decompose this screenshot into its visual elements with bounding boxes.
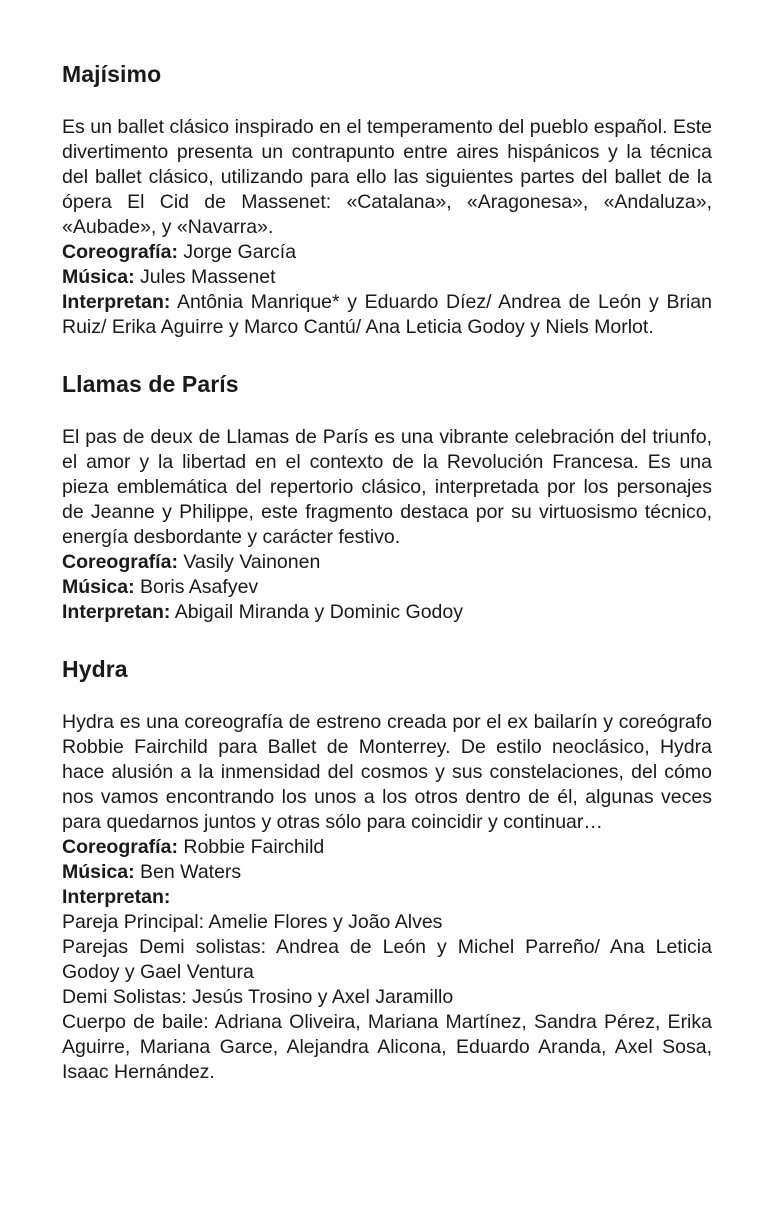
choreography-value: Vasily Vainonen [177, 551, 321, 573]
choreography-credit [62, 550, 712, 575]
choreography-credit [62, 240, 712, 265]
choreography-value: Robbie Fairchild [177, 836, 325, 858]
section-majisimo [62, 58, 712, 340]
performers-value: Antônia Manrique* y Eduardo Díez/ Andrea de León y Brian Ruiz/ Erika Aguirre y Marco Cantú/ Ana Leticia Godoy y Niels Morlot. [62, 291, 712, 338]
choreography-label: Coreografía: [62, 241, 178, 263]
music-value: Jules Massenet [134, 266, 276, 288]
performers-credit [62, 290, 712, 340]
music-value: Ben Waters [134, 861, 242, 883]
cast-line-corps-de-ballet: Cuerpo de baile: Adriana Oliveira, Mariana Martínez, Sandra Pérez, Erika Aguirre, Mariana Garce, Alejandra Alicona, Eduardo Aranda, Axel Sosa, Isaac Hernández. [62, 1011, 712, 1083]
section-description: Hydra es una coreografía de estreno creada por el ex bailarín y coreógrafo Robbie Fairchild para Ballet de Monterrey. De estilo neoclásico, Hydra hace alusión a la inmensidad del cosmos y sus constelaciones, del cómo nos vamos encontrando los unos a los otros dentro de él, algunas veces para quedarnos juntos y otras sólo para coincidir y continuar… [62, 711, 712, 833]
music-value: Boris Asafyev [134, 576, 259, 598]
music-label: Música: [62, 576, 135, 598]
choreography-label: Coreografía: [62, 551, 178, 573]
performers-credit [62, 600, 712, 625]
performers-credit [62, 885, 712, 910]
performers-label: Interpretan: [62, 886, 171, 908]
section-description: El pas de deux de Llamas de París es una vibrante celebración del triunfo, el amor y la libertad en el contexto de la Revolución Francesa. Es una pieza emblemática del repertorio clásico, interpretada por los personajes de Jeanne y Philippe, este fragmento destaca por su virtuosismo técnico, energía desbordante y carácter festivo. [62, 426, 712, 548]
music-label: Música: [62, 861, 135, 883]
section-title: Majísimo [62, 61, 162, 87]
section-description: Es un ballet clásico inspirado en el temperamento del pueblo español. Este divertimento presenta un contrapunto entre aires hispánicos y la técnica del ballet clásico, utilizando para ello las siguientes partes del ballet de la ópera El Cid de Massenet: «Catalana», «Aragonesa», «Andaluza», «Aubade», y «Navarra». [62, 116, 712, 238]
performers-label: Interpretan: [62, 601, 171, 623]
section-hydra [62, 653, 712, 1085]
music-credit [62, 575, 712, 600]
cast-line-demi-soloists: Demi Solistas: Jesús Trosino y Axel Jaramillo [62, 986, 454, 1008]
program-page [62, 58, 712, 1113]
section-title: Llamas de París [62, 371, 239, 397]
music-credit [62, 265, 712, 290]
choreography-credit [62, 835, 712, 860]
cast-line-principal: Pareja Principal: Amelie Flores y João Alves [62, 911, 443, 933]
cast-line-demi-soloist-pairs: Parejas Demi solistas: Andrea de León y Michel Parreño/ Ana Leticia Godoy y Gael Ventura [62, 936, 712, 983]
performers-value: Abigail Miranda y Dominic Godoy [170, 601, 463, 623]
music-credit [62, 860, 712, 885]
choreography-label: Coreografía: [62, 836, 178, 858]
choreography-value: Jorge García [177, 241, 297, 263]
performers-label: Interpretan: [62, 291, 171, 313]
section-title: Hydra [62, 656, 128, 682]
section-llamas-de-paris [62, 368, 712, 625]
music-label: Música: [62, 266, 135, 288]
